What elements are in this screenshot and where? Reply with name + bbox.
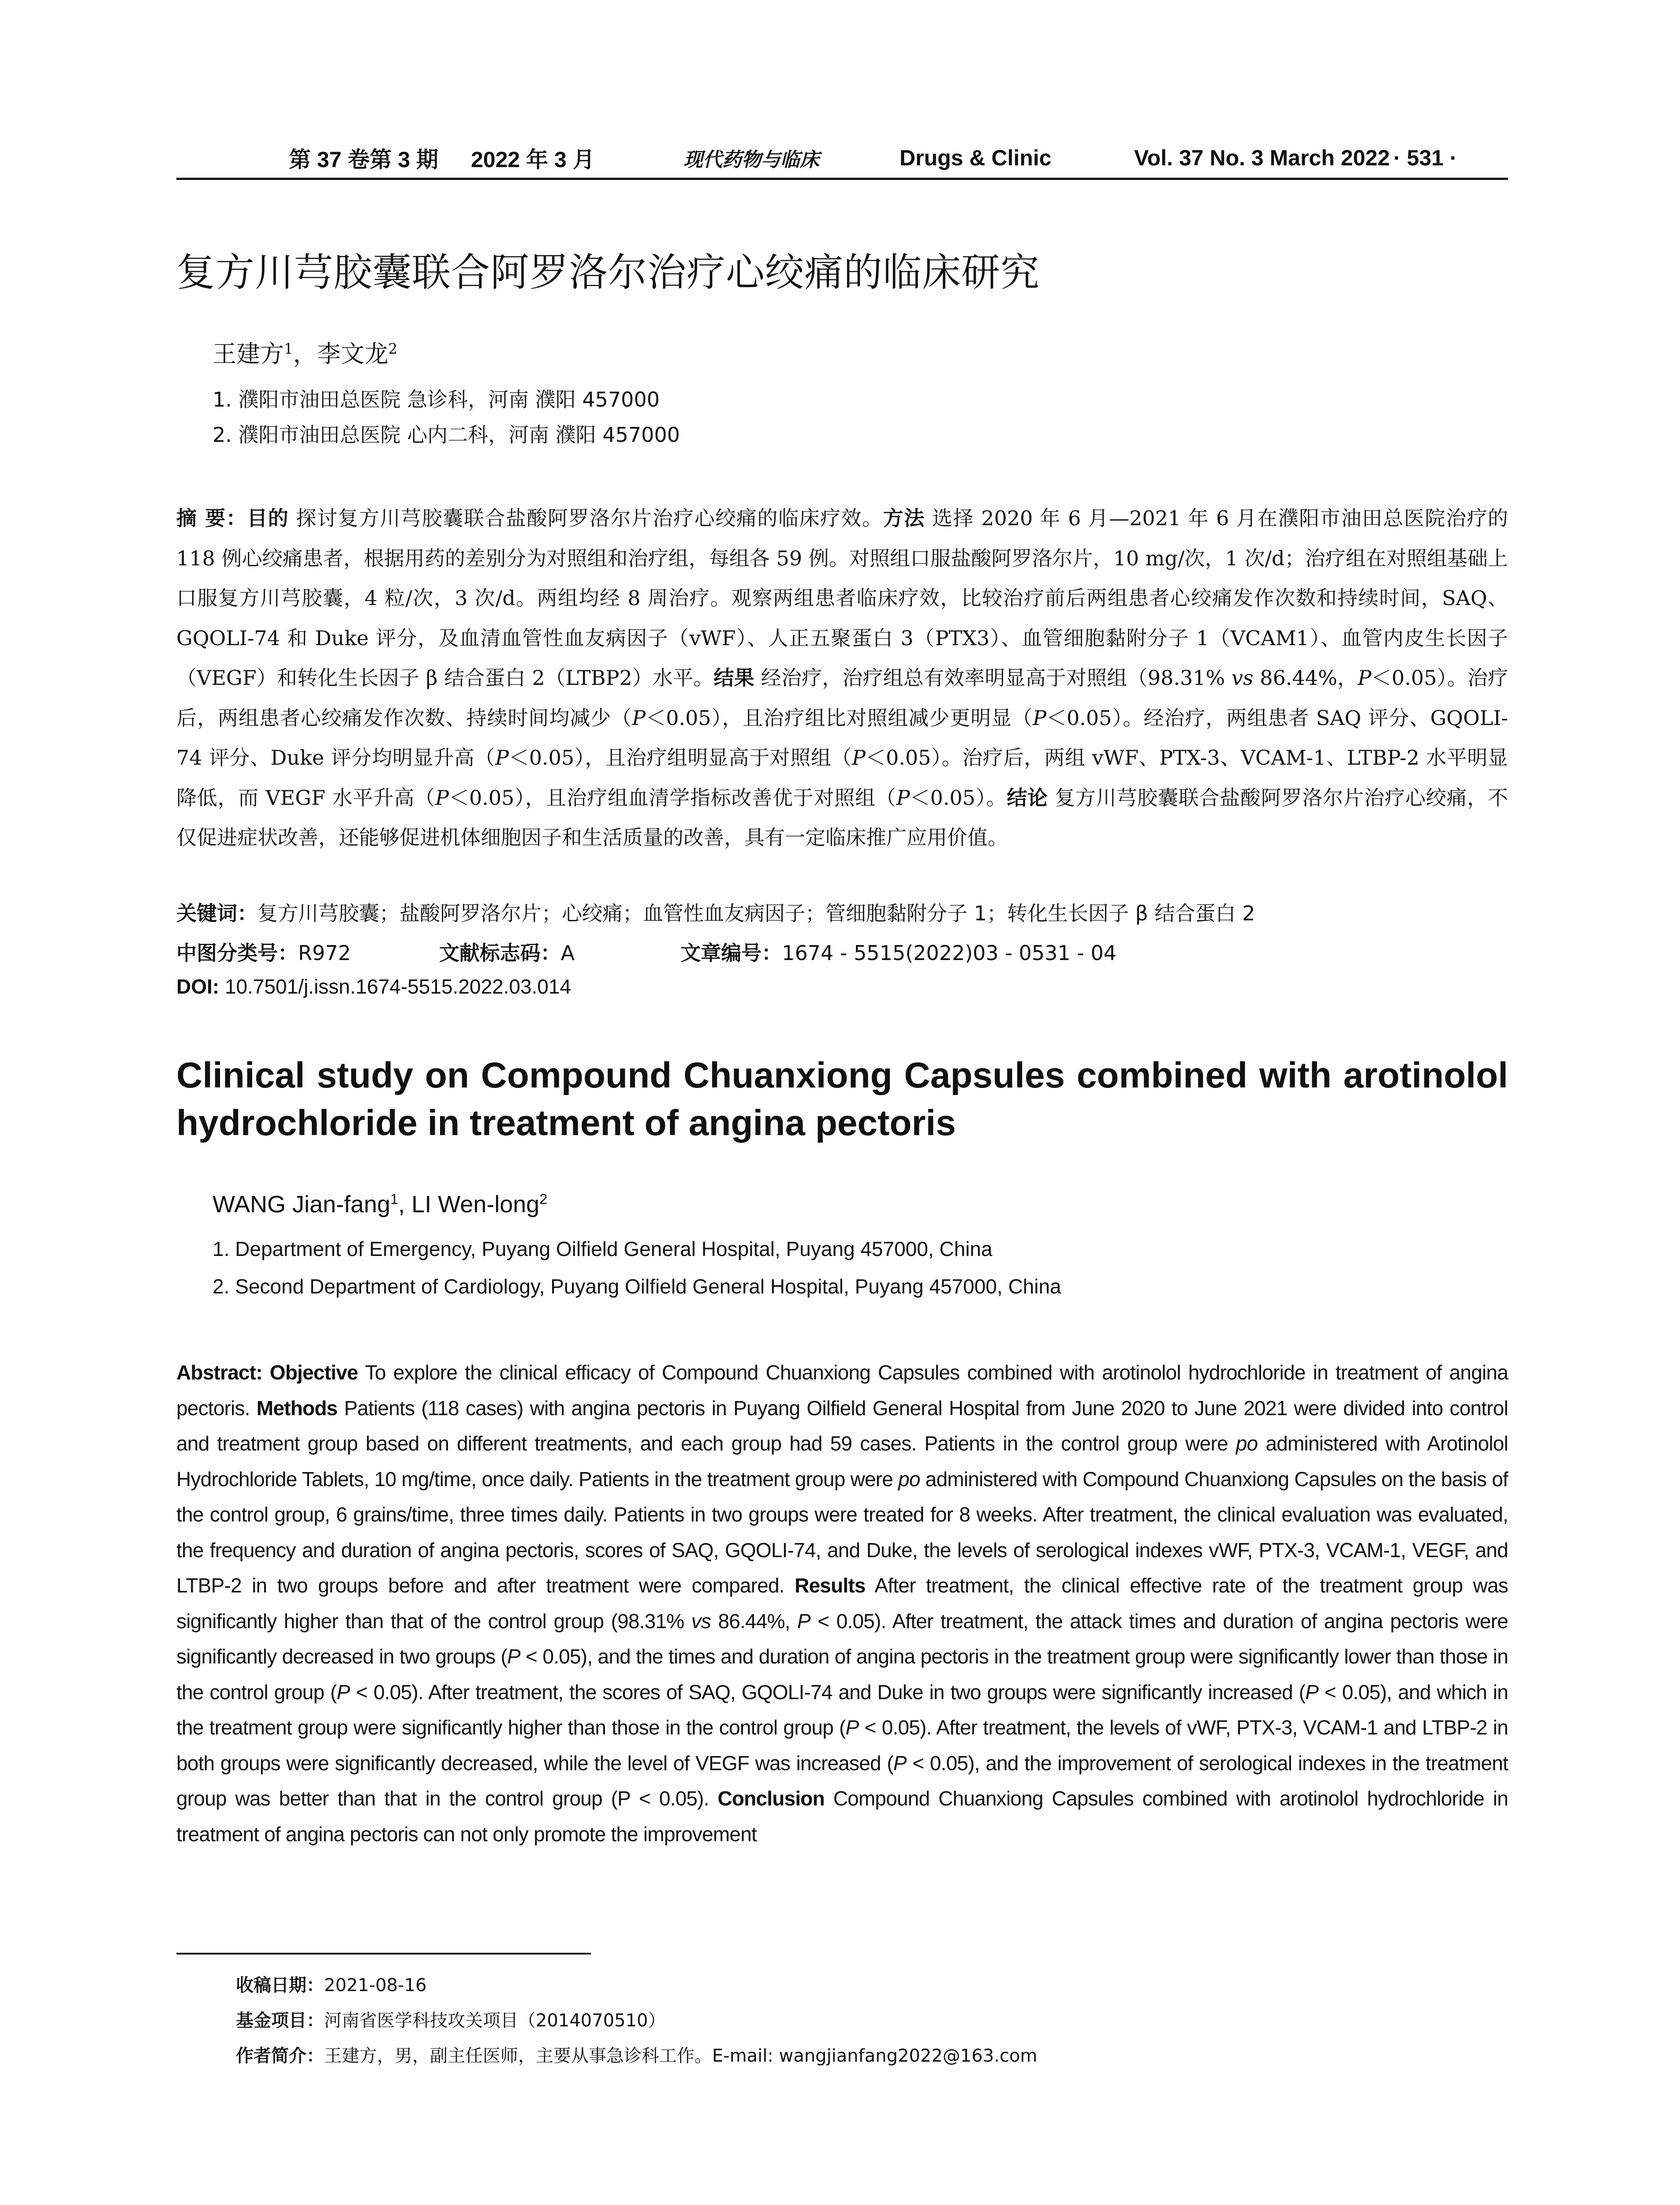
cn-author-1-affil: 1 — [284, 340, 293, 357]
en-p-value: P — [797, 1609, 810, 1633]
header-date-cn: 2022 年 3 月 — [471, 147, 595, 172]
header-volume-en: Vol. 37 No. 3 March 2022 — [1134, 146, 1390, 170]
header-volume-cn: 第 37 卷第 3 期 — [289, 147, 438, 172]
cn-results-text: 经治疗，治疗组总有效率明显高于对照组（98.31% — [754, 666, 1232, 690]
en-vs: vs — [691, 1609, 711, 1633]
cn-methods-label: 方法 — [883, 506, 925, 530]
received-date: 2021-08-16 — [324, 1975, 427, 1996]
cn-p-value: P — [896, 785, 910, 810]
en-p-value: P — [845, 1716, 859, 1739]
cn-objective: 探讨复方川芎胶囊联合盐酸阿罗洛尔片治疗心绞痛的临床疗效。 — [289, 506, 883, 530]
en-author-2-affil: 2 — [539, 1191, 548, 1207]
en-results-label: Results — [795, 1574, 866, 1597]
doi-line — [176, 975, 571, 998]
en-abstract — [176, 1355, 1508, 1852]
cn-conclusion: 复方川芎胶囊联合盐酸阿罗洛尔片治疗心绞痛，不仅促进症状改善，还能够促进机体细胞因子和生活质量的改善，具有一定临床推广应用价值。 — [176, 785, 1508, 849]
cn-author-1: 王建方 — [213, 340, 284, 368]
cn-affiliation-2: 2. 濮阳市油田总医院 心内二科，河南 濮阳 457000 — [213, 423, 680, 447]
header-page-number: · 531 · — [1393, 146, 1457, 170]
cn-affiliation-1: 1. 濮阳市油田总医院 急诊科，河南 濮阳 457000 — [213, 388, 660, 411]
en-conclusion: Compound Chuanxiong Capsules combined with arotinolol hydrochloride in treatment of angina pectoris can not only promote the improvement — [176, 1787, 1508, 1846]
header-rule — [176, 178, 1508, 180]
en-affiliation-2: 2. Second Department of Cardiology, Puyang Oilfield General Hospital, Puyang 457000, China — [213, 1275, 1061, 1298]
cn-doccode: A — [560, 941, 575, 965]
cn-author-2: 李文龙 — [317, 340, 388, 368]
en-title: Clinical study on Compound Chuanxiong Capsules combined with arotinolol hydrochloride in treatment of angina pectoris — [176, 1055, 1508, 1143]
footnote-fund — [236, 2007, 666, 2032]
header-journal-cn: 现代药物与临床 — [683, 149, 819, 171]
cn-author-2-affil: 2 — [388, 340, 398, 357]
en-p-value: P — [1305, 1680, 1319, 1704]
en-po: po — [1236, 1432, 1258, 1455]
en-results-text: < 0.05). After treatment, the attack times and duration of angina pectoris were significantly decreased in two groups ( — [176, 1609, 1508, 1668]
running-header — [176, 140, 1508, 176]
en-p-value: P — [893, 1751, 907, 1775]
en-methods-text: Patients (118 cases) with angina pectoris in Puyang Oilfield General Hospital from June 2020 to June 2021 were divided into control and treatment group based on different treatments, and each group had 59 cases. Patients in the control group were — [176, 1396, 1508, 1455]
en-po: po — [898, 1467, 920, 1491]
cn-p-value: P — [1033, 706, 1046, 730]
cn-results-text: ＜0.05），且治疗组血清学指标改善优于对照组（ — [449, 785, 896, 810]
cn-results-vs: vs — [1231, 666, 1254, 690]
cn-keywords-text: 复方川芎胶囊；盐酸阿罗洛尔片；心绞痛；血管性血友病因子；管细胞黏附分子 1；转化生长因子 β 结合蛋白 2 — [258, 901, 1255, 925]
cn-results-text: ＜0.05）。经治疗，两组患者 SAQ 评分、GQOLI-74 评分、Duke 评分均明显升高（ — [176, 706, 1508, 770]
en-objective: To explore the clinical efficacy of Compound Chuanxiong Capsules combined with arotinolol hydrochloride in treatment of angina pectoris. — [176, 1361, 1508, 1420]
cn-p-value: P — [632, 706, 646, 730]
cn-classification-line — [176, 937, 1116, 966]
cn-results-text: 86.44%， — [1253, 666, 1358, 690]
en-results-text: After treatment, the clinical effective rate of the treatment group was significantly higher than that of the control group (98.31% — [176, 1574, 1508, 1633]
cn-conclusion-label: 结论 — [1007, 785, 1048, 810]
cn-authors — [213, 335, 397, 369]
fund-label: 基金项目： — [236, 2011, 324, 2031]
fund-text: 河南省医学科技攻关项目（2014070510） — [324, 2011, 666, 2031]
en-conclusion-label: Conclusion — [717, 1787, 825, 1810]
header-journal-en: Drugs & Clinic — [900, 146, 1052, 170]
doi-label: DOI: — [176, 975, 220, 998]
cn-keywords — [176, 897, 1255, 927]
footnote-author — [236, 2042, 1037, 2067]
footnote-received — [236, 1971, 426, 1996]
cn-methods: 选择 2020 年 6 月—2021 年 6 月在濮阳市油田总医院治疗的 118 例心绞痛患者，根据用药的差别分为对照组和治疗组，每组各 59 例。对照组口服盐酸阿罗洛尔片，10 mg/次，1 次/d；治疗组在对照组基础上口服复方川芎胶囊，4 粒/次，3 次/d。两组均经 8 周治疗。观察两组患者临床疗效，比较治疗前后两组患者心绞痛发作次数和持续时间，SAQ、GQOLI-74 和 Duke 评分，及血清血管性血友病因子（vWF）、人正五聚蛋白 3（PTX3）、血管细胞黏附分子 1（VCAM1）、血管内皮生长因子（VEGF）和转化生长因子 β 结合蛋白 2（LTBP2）水平。 — [176, 506, 1508, 690]
en-results-text: < 0.05), and which in the treatment group were significantly higher than those in the control group ( — [176, 1680, 1508, 1739]
en-methods-label: Methods — [256, 1396, 338, 1420]
cn-p-value: P — [1358, 666, 1371, 690]
en-abstract-label: Abstract: — [176, 1361, 262, 1384]
cn-title: 复方川芎胶囊联合阿罗洛尔治疗心绞痛的临床研究 — [176, 250, 1040, 295]
cn-results-text: ＜0.05）。 — [910, 785, 1007, 810]
en-author-2: LI Wen-long — [411, 1191, 540, 1218]
cn-author-sep: ， — [293, 340, 317, 368]
en-results-text: 86.44%, — [711, 1609, 798, 1633]
en-methods-text: administered with Arotinolol Hydrochloride Tablets, 10 mg/time, once daily. Patients in the treatment group were — [176, 1432, 1508, 1491]
cn-objective-label: 目的 — [247, 506, 289, 530]
en-objective-label: Objective — [269, 1361, 358, 1384]
en-results-text: < 0.05), and the improvement of serological indexes in the treatment group was better than that in the control group (P < 0.05). — [176, 1751, 1508, 1810]
author-bio-label: 作者简介： — [236, 2046, 324, 2066]
en-results-text: < 0.05). After treatment, the levels of vWF, PTX-3, VCAM-1 and LTBP-2 in both groups were significantly decreased, while the level of VEGF was increased ( — [176, 1716, 1508, 1775]
cn-clc-label: 中图分类号： — [176, 941, 298, 965]
en-p-value: P — [507, 1645, 520, 1668]
en-methods-text: administered with Compound Chuanxiong Capsules on the basis of the control group, 6 grains/time, three times daily. Patients in two groups were treated for 8 weeks. After treatment, the clinical evaluation was evaluated, the frequency and duration of angina pectoris, scores of SAQ, GQOLI-74, and Duke, the levels of serological indexes vWF, PTX-3, VCAM-1, VEGF, and LTBP-2 in two groups before and after treatment were compared. — [176, 1467, 1508, 1597]
en-author-1-affil: 1 — [390, 1191, 399, 1207]
cn-p-value: P — [435, 785, 449, 810]
cn-doccode-label: 文献标志码： — [439, 941, 561, 965]
cn-abstract — [176, 498, 1508, 858]
cn-results-text: ＜0.05）。治疗后，两组 vWF、PTX-3、VCAM-1、LTBP-2 水平明显降低，而 VEGF 水平升高（ — [176, 746, 1508, 810]
en-authors — [213, 1191, 547, 1218]
cn-results-label: 结果 — [713, 666, 754, 690]
cn-p-value: P — [495, 746, 509, 770]
received-label: 收稿日期： — [236, 1975, 324, 1996]
cn-clc: R972 — [298, 941, 351, 965]
cn-article-number: 1674 - 5515(2022)03 - 0531 - 04 — [782, 941, 1116, 965]
en-results-text: < 0.05). After treatment, the scores of SAQ, GQOLI-74 and Duke in two groups were significantly increased ( — [350, 1680, 1306, 1704]
en-author-1: WANG Jian-fang — [213, 1191, 391, 1218]
en-affiliation-1: 1. Department of Emergency, Puyang Oilfield General Hospital, Puyang 457000, China — [213, 1237, 993, 1260]
author-bio-text: 王建方，男，副主任医师，主要从事急诊科工作。E-mail: wangjianfang2022@163.com — [324, 2046, 1038, 2066]
cn-results-text: ＜0.05），且治疗组明显高于对照组（ — [508, 746, 852, 770]
cn-abstract-label: 摘 要： — [176, 506, 247, 530]
cn-article-label: 文章编号： — [680, 941, 782, 965]
cn-keywords-label: 关键词： — [176, 901, 258, 925]
cn-results-text: ＜0.05）。治疗后，两组患者心绞痛发作次数、持续时间均减少（ — [176, 666, 1508, 730]
cn-p-value: P — [851, 746, 866, 770]
footnote-rule — [176, 1953, 591, 1955]
en-results-text: < 0.05), and the times and duration of angina pectoris in the treatment group were significantly lower than those in the control group ( — [176, 1645, 1508, 1704]
en-p-value: P — [336, 1680, 350, 1704]
doi-value: 10.7501/j.issn.1674-5515.2022.03.014 — [219, 975, 571, 998]
cn-results-text: ＜0.05），且治疗组比对照组减少更明显（ — [646, 706, 1033, 730]
en-author-sep: , — [398, 1191, 412, 1218]
